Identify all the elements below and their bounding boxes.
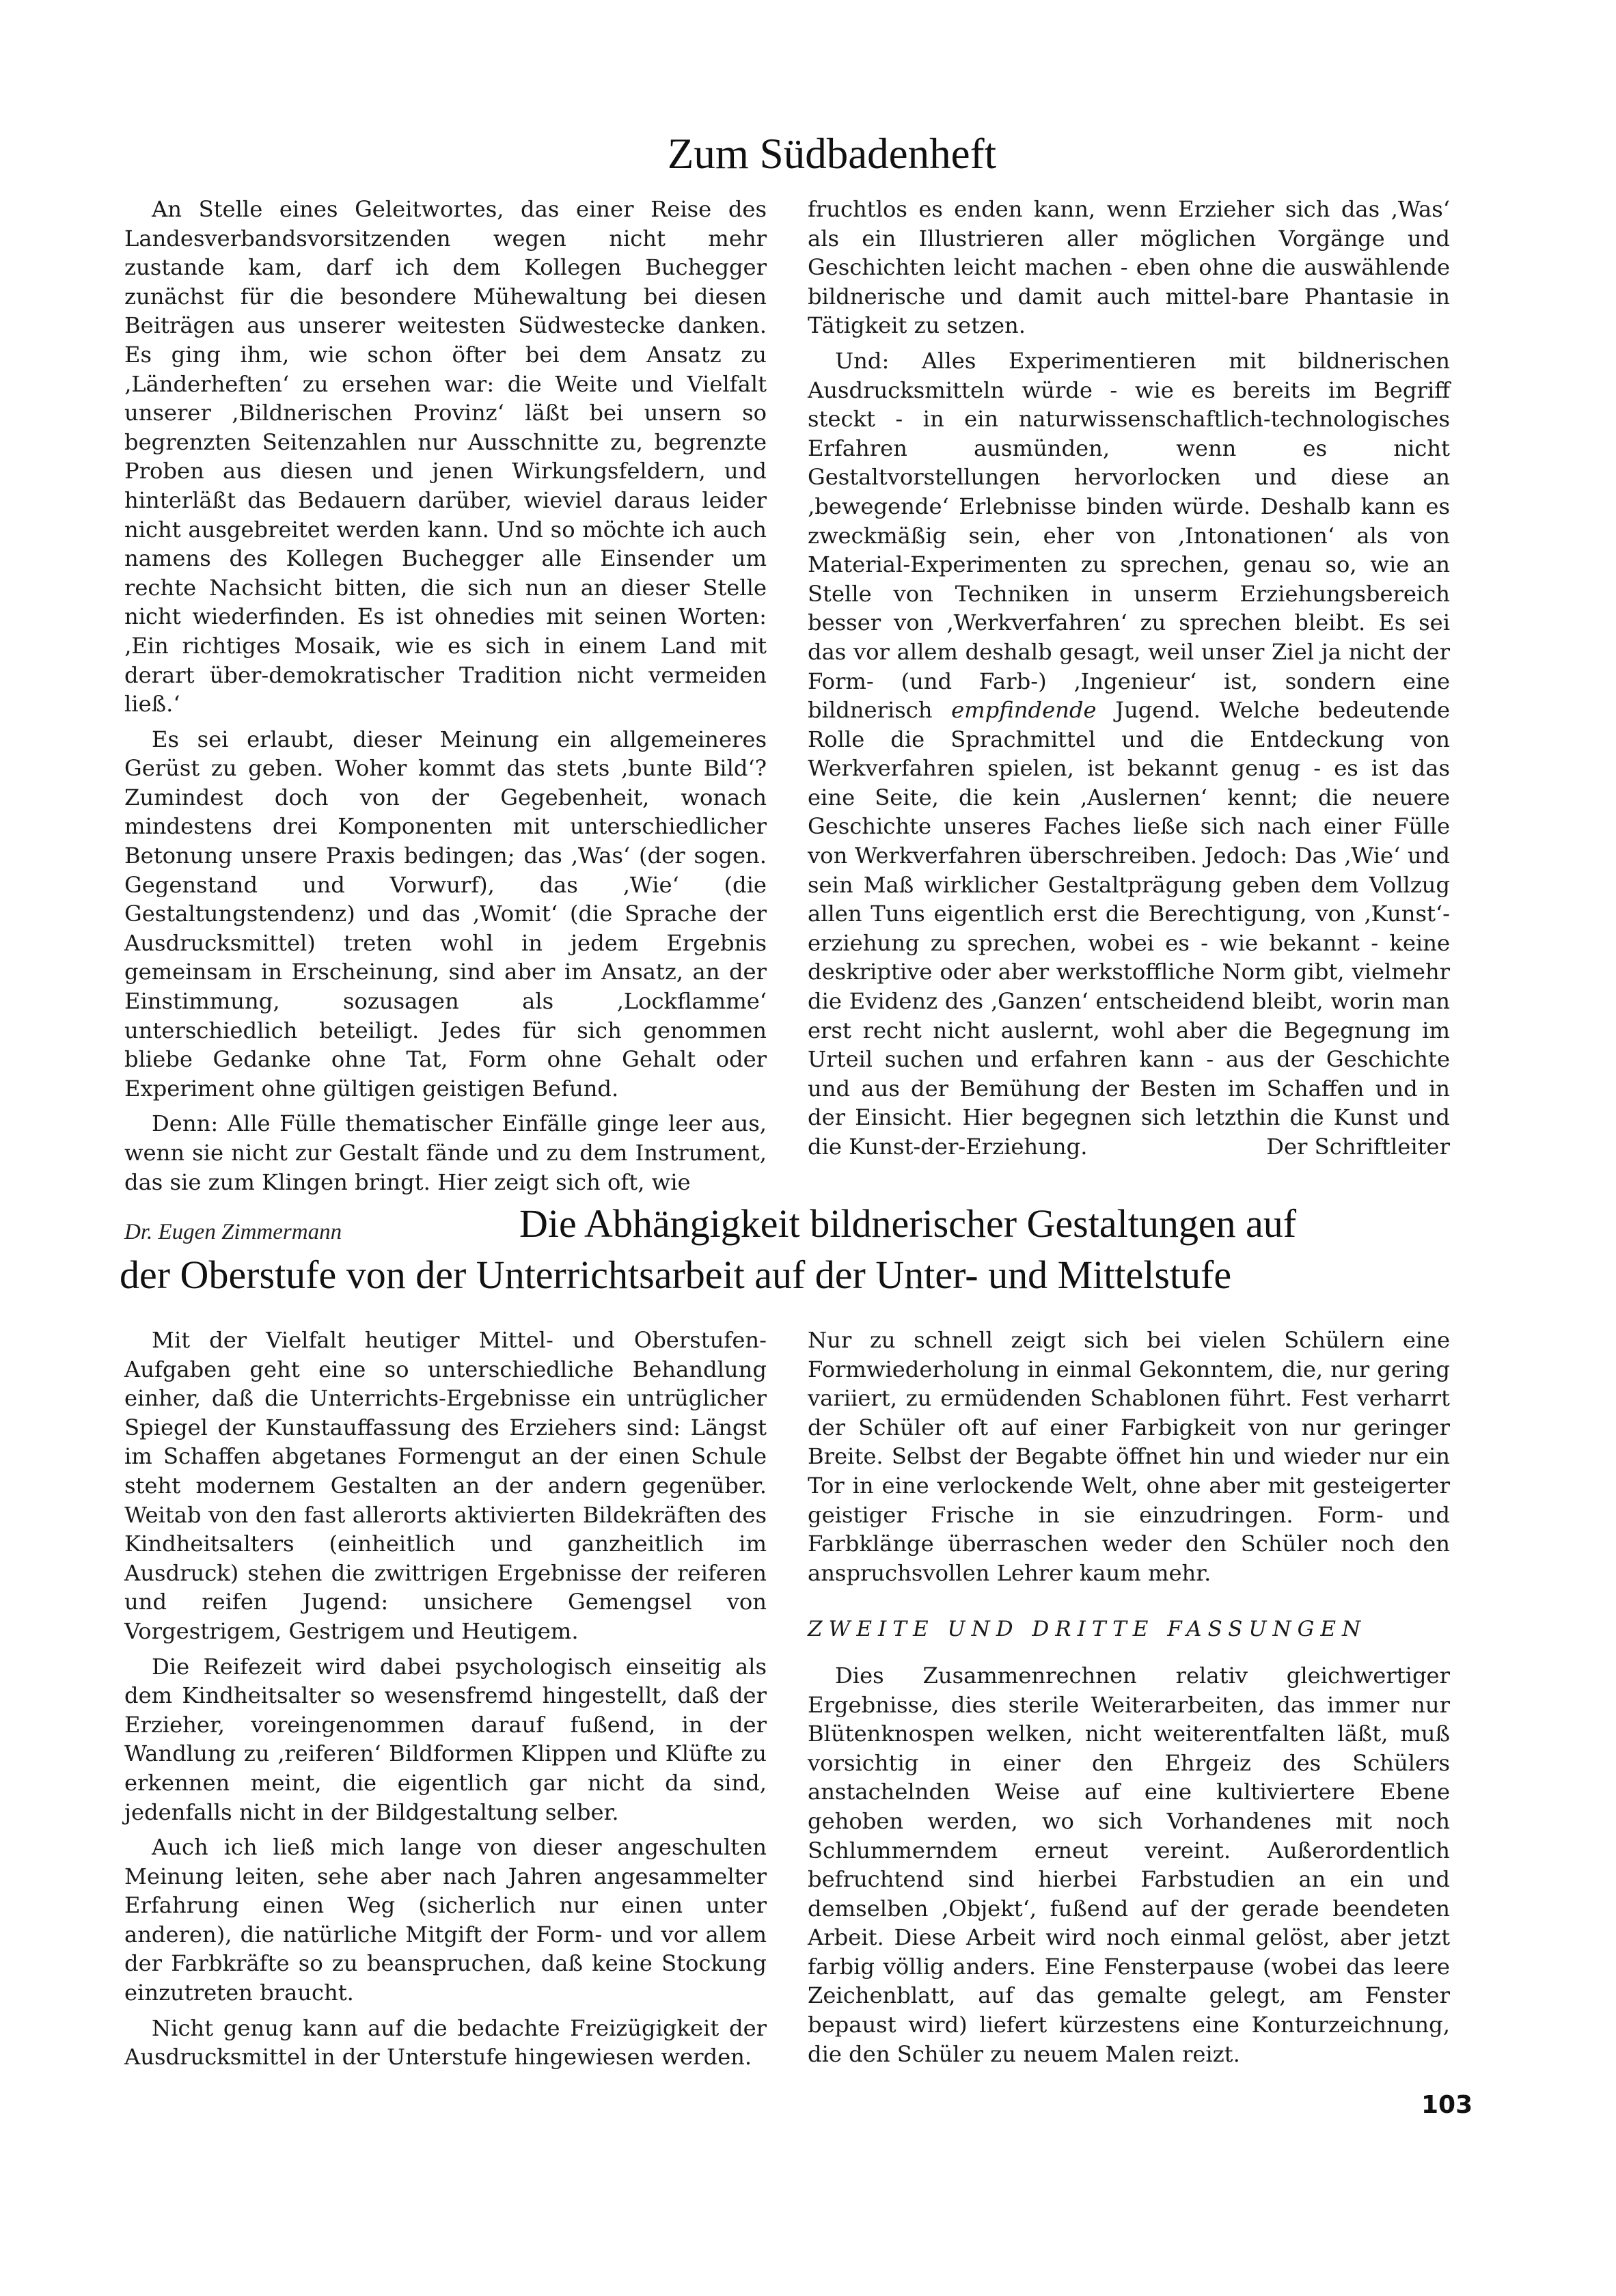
article2-subheading: ZWEITE UND DRITTE FASSUNGEN [808,1617,1367,1642]
article2-paragraph: Auch ich ließ mich lange von dieser angeschulten Meinung leiten, sehe aber nach Jahren angesammelter Erfahrung einen Weg (sicherlich nur einen unter anderen), die natürliche Mitgift der Form- und vor allem der Farbkräfte so zu beanspruchen, daß keine Stockung einzutreten braucht. [124,1834,767,2006]
article2-title-line1: Die Abhängigkeit bildnerischer Gestaltungen auf [519,1201,1297,1246]
article2-paragraph: Die Reifezeit wird dabei psychologisch einseitig als dem Kindheitsalter so wesensfremd hingestellt, daß der Erzieher, voreingenommen darauf fußend, in der Wandlung zu ‚reiferen‘ Bildformen Klippen und Klüfte zu erkennen meint, die eigentlich gar nicht da sind, jedenfalls nicht in der Bildgestaltung selber. [124,1653,767,1825]
article1-text: Jugend. Welche bedeutende Rolle die Sprachmittel und die Entdeckung von Werkverfahren spielen, ist bekannt genug - es ist das eine Seite, die kein ‚Auslernen‘ kennt; die neuere Geschichte unseres Faches ließe sich nach einer Fülle von Werkverfahren überschreiben. Jedoch: Das ‚Wie‘ und sein Maß wirklicher Gestaltprägung geben dem Vollzug allen Tuns eigentlich erst die Berechtigung, von ‚Kunst‘-erziehung zu sprechen, wobei es - wie bekannt - keine deskriptive oder aber werkstoffliche Norm gibt, vielmehr die Evidenz des ‚Ganzen‘ entscheidend bleibt, worin man erst recht nicht auslernt, wohl aber die Begegnung im Urteil suchen und erfahren kann - aus der Geschichte und aus der Bemühung der Besten im Schaffen und in der Einsicht. Hier begegnen sich letzthin die Kunst und die Kunst-der-Erziehung. [808,697,1451,1160]
article2-column-left [124,1326,767,2078]
article1-paragraph [808,346,1450,1162]
article2-title-line2: der Oberstufe von der Unterrichtsarbeit auf der Unter- und Mittelstufe [120,1253,1232,1297]
page-number: 103 [1421,2091,1473,2119]
article2-paragraph: Dies Zusammenrechnen relativ gleichwertiger Ergebnisse, dies sterile Weiterarbeiten, das immer nur Blütenknospen welken, nicht weiterentfalten läßt, muß vorsichtig in einer den Ehrgeiz des Schülers anstachelnden Weise auf eine kultiviertere Ebene gehoben werden, wo sich Vorhandenes mit noch Schlummerndem erneut vereint. Außerordentlich befruchtend sind hierbei Farbstudien an ein und demselben ‚Objekt‘, fußend auf der gerade beendeten Arbeit. Diese Arbeit wird noch einmal gelöst, aber jetzt farbig völlig anders. Eine Fensterpause (wobei das leere Zeichenblatt, auf das gemalte gelegt, am Fenster bepaust wird) liefert kürzestens eine Konturzeichnung, die den Schüler zu neuem Malen reizt. [808,1662,1450,2067]
article2-column-right [808,1326,1450,2075]
article1-emphasis: empfindende [951,697,1097,724]
article1-column-right [808,195,1450,1168]
article1-column-left [124,195,767,1203]
article1-paragraph: fruchtlos es enden kann, wenn Erzieher sich das ‚Was‘ als ein Illustrieren aller möglichen Vorgänge und Geschichten leicht machen - eben ohne die auswählende bildnerische und damit auch mittel-bare Phantasie in Tätigkeit zu setzen. [808,196,1450,339]
article1-signature: Der Schriftleiter [1266,1134,1450,1160]
article2-author: Dr. Eugen Zimmermann [124,1220,342,1244]
article1-text: Und: Alles Experimentieren mit bildnerischen Ausdrucksmitteln würde - wie es bereits im Begriff steckt - in ein naturwissenschaftlich-technologisches Erfahren ausmünden, wenn es nicht Gestaltvorstellungen hervorlocken und diese an ‚bewegende‘ Erlebnisse binden würde. Deshalb kann es zweckmäßig sein, eher von ‚Intonationen‘ als von Material-Experimenten zu sprechen, genau so, wie an Stelle von Techniken in unserm Erziehungsbereich besser von ‚Werkverfahren‘ zu sprechen bleibt. Es sei das vor allem deshalb gesagt, weil unser Ziel ja nicht der Form- (und Farb-) ‚Ingenieur‘ ist, sondern eine bildnerisch [808,347,1450,724]
article-title-suedbadenheft: Zum Südbadenheft [667,130,997,178]
article1-paragraph: An Stelle eines Geleitwortes, das einer Reise des Landesverbandsvorsitzenden wegen nicht mehr zustande kam, darf ich dem Kollegen Buchegger zunächst für die besondere Mühewaltung bei diesen Beiträgen aus unserer weitesten Südwestecke danken. Es ging ihm, wie schon öfter bei dem Ansatz zu ‚Länderheften‘ zu ersehen war: die Weite und Vielfalt unserer ‚Bildnerischen Provinz‘ läßt bei unsern so begrenzten Seitenzahlen nur Ausschnitte zu, begrenzte Proben aus diesen und jenen Wirkungsfeldern, und hinterläßt das Bedauern darüber, wieviel daraus leider nicht ausgebreitet werden kann. Und so möchte ich auch namens des Kollegen Buchegger alle Einsender um rechte Nachsicht bitten, die sich nun an dieser Stelle nicht wiederfinden. Es ist ohnedies mit seinen Worten: ‚Ein richtiges Mosaik, wie es sich in einem Land mit derart über-demokratischer Tradition nicht vermeiden ließ.‘ [124,196,767,718]
article2-paragraph: Nur zu schnell zeigt sich bei vielen Schülern eine Formwiederholung in einmal Gekonntem, die, nur gering variiert, zu ermüdenden Schablonen führt. Fest verharrt der Schüler oft auf einer Farbigkeit von nur geringer Breite. Selbst der Begabte öffnet hin und wieder nur ein Tor in eine verlockende Welt, ohne aber mit gesteigerter geistiger Frische in sie einzudringen. Form- und Farbklänge überraschen weder den Schüler noch den anspruchsvollen Lehrer kaum mehr. [808,1327,1450,1586]
article1-paragraph: Denn: Alle Fülle thematischer Einfälle ginge leer aus, wenn sie nicht zur Gestalt fände und zu dem Instrument, das sie zum Klingen bringt. Hier zeigt sich oft, wie [124,1110,767,1195]
article2-paragraph: Nicht genug kann auf die bedachte Freizügigkeit der Ausdrucksmittel in der Unterstufe hingewiesen werden. [124,2014,767,2070]
article2-paragraph: Mit der Vielfalt heutiger Mittel- und Oberstufen-Aufgaben geht eine so unterschiedliche Behandlung einher, daß die Unterrichts-Ergebnisse ein untrüglicher Spiegel der Kunstauffassung des Erziehers sind: Längst im Schaffen abgetanes Formengut an der einen Schule steht modernem Gestalten an der andern gegenüber. Weitab von den fast allerorts aktivierten Bildekräften des Kindheitsalters (einheitlich und ganzheitlich im Ausdruck) stehen die zwittrigen Ergebnisse der reiferen und reifen Jugend: unsichere Gemengsel von Vorgestrigem, Gestrigem und Heutigem. [124,1327,767,1644]
article1-paragraph: Es sei erlaubt, dieser Meinung ein allgemeineres Gerüst zu geben. Woher kommt das stets ‚bunte Bild‘? Zumindest doch von der Gegebenheit, wonach mindestens drei Komponenten mit unterschiedlicher Betonung unsere Praxis bedingen; das ‚Was‘ (der sogen. Gegenstand und Vorwurf), das ‚Wie‘ (die Gestaltungstendenz) und das ‚Womit‘ (die Sprache der Ausdrucksmittel) treten wohl in jedem Ergebnis gemeinsam in Erscheinung, sind aber im Ansatz, an der Einstimmung, sozusagen als ‚Lockflamme‘ unterschiedlich beteiligt. Jedes für sich genommen bliebe Gedanke ohne Tat, Form ohne Gehalt oder Experiment ohne gültigen geistigen Befund. [124,726,767,1102]
